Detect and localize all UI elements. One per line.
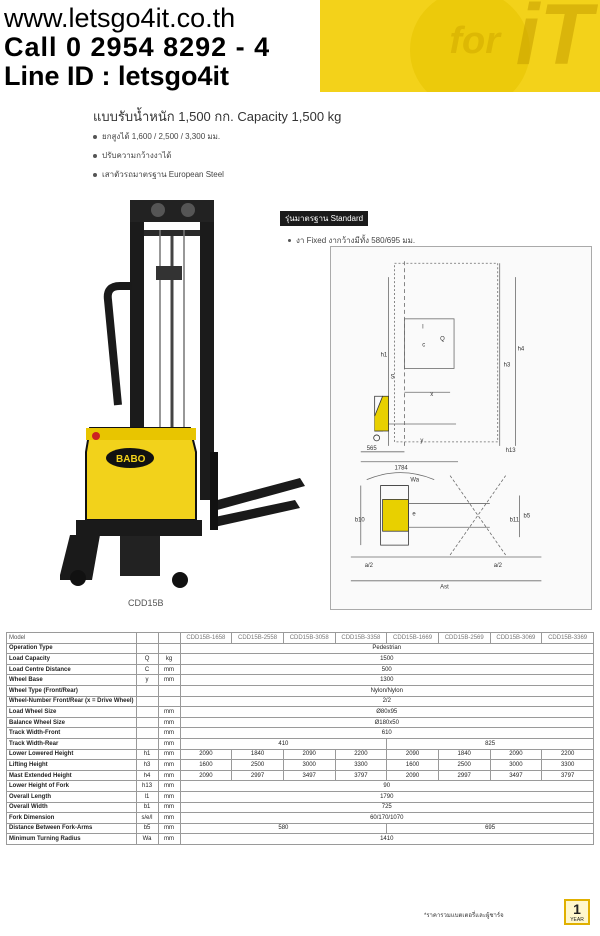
row-label: Lifting Height [7,760,137,771]
brand-logo-for: for [449,20,500,62]
row-symbol [136,717,158,728]
bullet-icon [93,154,97,158]
row-symbol [136,696,158,707]
row-unit: kg [158,654,180,665]
stacker-photo [40,190,310,595]
value-cell: 410 [180,738,387,749]
phone-number: Call 0 2954 8292 - 4 [4,32,271,62]
standard-section [280,208,415,247]
row-symbol: y [136,675,158,686]
value-cell: Ø180x50 [180,717,593,728]
row-unit: mm [158,728,180,739]
bullet-icon [288,239,291,242]
value-cell: 90 [180,781,593,792]
row-unit: mm [158,781,180,792]
model-header-cell: CDD15B-2569 [438,633,490,644]
warranty-label: YEAR [570,917,584,923]
table-row [7,791,594,802]
table-row [7,760,594,771]
row-unit: mm [158,675,180,686]
feature-item: เสาตัวรถมาตรฐาน European Steel [93,168,224,187]
value-cell: 60/170/1070 [180,813,593,824]
row-unit: mm [158,664,180,675]
warranty-number: 1 [573,901,581,917]
row-unit: mm [158,707,180,718]
value-cell: 725 [180,802,593,813]
table-row [7,781,594,792]
row-label: Distance Between Fork-Arms [7,823,137,834]
svg-text:Wa: Wa [410,477,420,484]
row-unit: mm [158,749,180,760]
value-cell: 2090 [283,749,335,760]
value-cell: 2090 [387,770,439,781]
value-cell: 1840 [232,749,284,760]
value-cell: Nylon/Nylon [180,685,593,696]
brand-label: BABO [116,454,146,465]
table-row [7,728,594,739]
table-row [7,717,594,728]
value-cell: 3300 [335,760,387,771]
value-cell: 2997 [232,770,284,781]
column-symbol [136,633,158,644]
row-label: Fork Dimension [7,813,137,824]
row-unit: mm [158,823,180,834]
value-cell: 580 [180,823,387,834]
model-header-cell: CDD15B-1669 [387,633,439,644]
value-cell: 3797 [542,770,594,781]
row-label: Balance Wheel Size [7,717,137,728]
row-symbol [136,728,158,739]
value-cell: 695 [387,823,594,834]
row-unit: mm [158,760,180,771]
model-header-cell: CDD15B-1658 [180,633,232,644]
value-cell: 500 [180,664,593,675]
row-label: Overall Length [7,791,137,802]
table-row [7,664,594,675]
footnote: *ราคารวมแบตเตอรี่และผู้ชาร์จ [424,913,504,919]
bullet-icon [93,173,97,177]
row-symbol: Wa [136,834,158,845]
row-symbol: l1 [136,791,158,802]
table-row [7,675,594,686]
row-unit [158,643,180,654]
table-row [7,823,594,834]
svg-text:y: y [420,437,424,444]
svg-text:Q: Q [440,336,445,343]
value-cell: 1790 [180,791,593,802]
row-unit: mm [158,717,180,728]
table-row [7,707,594,718]
standard-description: งา Fixed งากว้างมีทั้ง 580/695 มม. [280,234,415,247]
value-cell: 2500 [438,760,490,771]
header [0,0,600,92]
standard-badge: รุ่นมาตรฐาน Standard [280,211,368,226]
row-label: Minimum Turning Radius [7,834,137,845]
value-cell: 3000 [490,760,542,771]
value-cell: 3497 [283,770,335,781]
row-label: Overall Width [7,802,137,813]
table-row [7,643,594,654]
svg-text:Ast: Ast [440,584,449,591]
svg-text:b10: b10 [354,517,365,524]
model-header-cell: CDD15B-3358 [335,633,387,644]
value-cell: Pedestrian [180,643,593,654]
row-unit: mm [158,770,180,781]
row-unit: mm [158,834,180,845]
row-symbol: h3 [136,760,158,771]
value-cell: 3000 [283,760,335,771]
value-cell: Ø80x95 [180,707,593,718]
row-symbol [136,685,158,696]
value-cell: 2200 [542,749,594,760]
row-label: Wheel-Number Front/Rear (x = Drive Wheel) [7,696,137,707]
svg-text:h4: h4 [517,346,525,353]
row-unit: mm [158,791,180,802]
value-cell: 2500 [232,760,284,771]
value-cell: 825 [387,738,594,749]
row-label: Wheel Base [7,675,137,686]
row-label: Load Wheel Size [7,707,137,718]
value-cell: 3300 [542,760,594,771]
row-symbol: s/e/l [136,813,158,824]
table-header-row [7,633,594,644]
table-row [7,834,594,845]
svg-text:a/2: a/2 [364,562,374,569]
warranty-badge [564,899,590,925]
row-unit [158,696,180,707]
svg-text:l: l [422,324,424,331]
row-unit: mm [158,738,180,749]
feature-item: ยกสูงได้ 1,600 / 2,500 / 3,300 มม. [93,130,224,149]
model-header-cell: CDD15B-2558 [232,633,284,644]
table-row [7,770,594,781]
svg-text:h1: h1 [380,352,388,359]
svg-text:b11: b11 [509,517,520,524]
row-unit: mm [158,813,180,824]
svg-text:a/2: a/2 [493,562,503,569]
spec-table [6,632,594,845]
svg-text:h3: h3 [503,362,511,369]
photo-caption: CDD15B [128,598,164,608]
svg-text:1784: 1784 [394,465,408,472]
row-label: Operation Type [7,643,137,654]
row-label: Load Capacity [7,654,137,665]
value-cell: 2090 [387,749,439,760]
column-label: Model [7,633,137,644]
table-row [7,813,594,824]
value-cell: 1500 [180,654,593,665]
row-unit [158,685,180,696]
svg-text:e: e [412,511,416,518]
table-row [7,696,594,707]
dimension-drawing [330,246,592,610]
table-row [7,749,594,760]
row-label: Mast Extended Height [7,770,137,781]
svg-text:x: x [430,392,434,399]
row-label: Wheel Type (Front/Rear) [7,685,137,696]
line-id: Line ID : letsgo4it [4,61,230,91]
row-symbol: b1 [136,802,158,813]
feature-item: ปรับความกว้างงาได้ [93,149,224,168]
value-cell: 1600 [387,760,439,771]
row-unit: mm [158,802,180,813]
value-cell: 3497 [490,770,542,781]
row-symbol: Q [136,654,158,665]
table-row [7,738,594,749]
value-cell: 1300 [180,675,593,686]
product-title: แบบรับน้ำหนัก 1,500 กก. Capacity 1,500 kg [93,109,342,124]
value-cell: 2090 [490,749,542,760]
value-cell: 610 [180,728,593,739]
table-row [7,685,594,696]
website-url[interactable]: www.letsgo4it.co.th [4,3,236,33]
svg-text:c: c [422,342,426,349]
model-header-cell: CDD15B-3058 [283,633,335,644]
row-symbol: C [136,664,158,675]
row-symbol [136,738,158,749]
feature-list [93,130,224,187]
model-header-cell: CDD15B-3369 [542,633,594,644]
row-label: Track Width-Rear [7,738,137,749]
value-cell: 2090 [180,770,232,781]
value-cell: 1840 [438,749,490,760]
value-cell: 2/2 [180,696,593,707]
row-symbol: b5 [136,823,158,834]
value-cell: 2090 [180,749,232,760]
row-symbol [136,643,158,654]
table-row [7,802,594,813]
row-symbol [136,707,158,718]
row-label: Track Width-Front [7,728,137,739]
model-header-cell: CDD15B-3069 [490,633,542,644]
svg-text:h13: h13 [505,447,516,454]
row-label: Load Centre Distance [7,664,137,675]
row-symbol: h13 [136,781,158,792]
svg-text:S: S [390,374,395,381]
row-symbol: h4 [136,770,158,781]
value-cell: 3797 [335,770,387,781]
value-cell: 1410 [180,834,593,845]
bullet-icon [93,135,97,139]
svg-text:565: 565 [366,445,377,452]
svg-text:b5: b5 [523,513,531,520]
table-row [7,654,594,665]
row-label: Lower Height of Fork [7,781,137,792]
row-label: Lower Lowered Height [7,749,137,760]
column-unit [158,633,180,644]
value-cell: 2200 [335,749,387,760]
row-symbol: h1 [136,749,158,760]
value-cell: 1600 [180,760,232,771]
value-cell: 2997 [438,770,490,781]
brand-logo-it: iT [515,0,592,83]
